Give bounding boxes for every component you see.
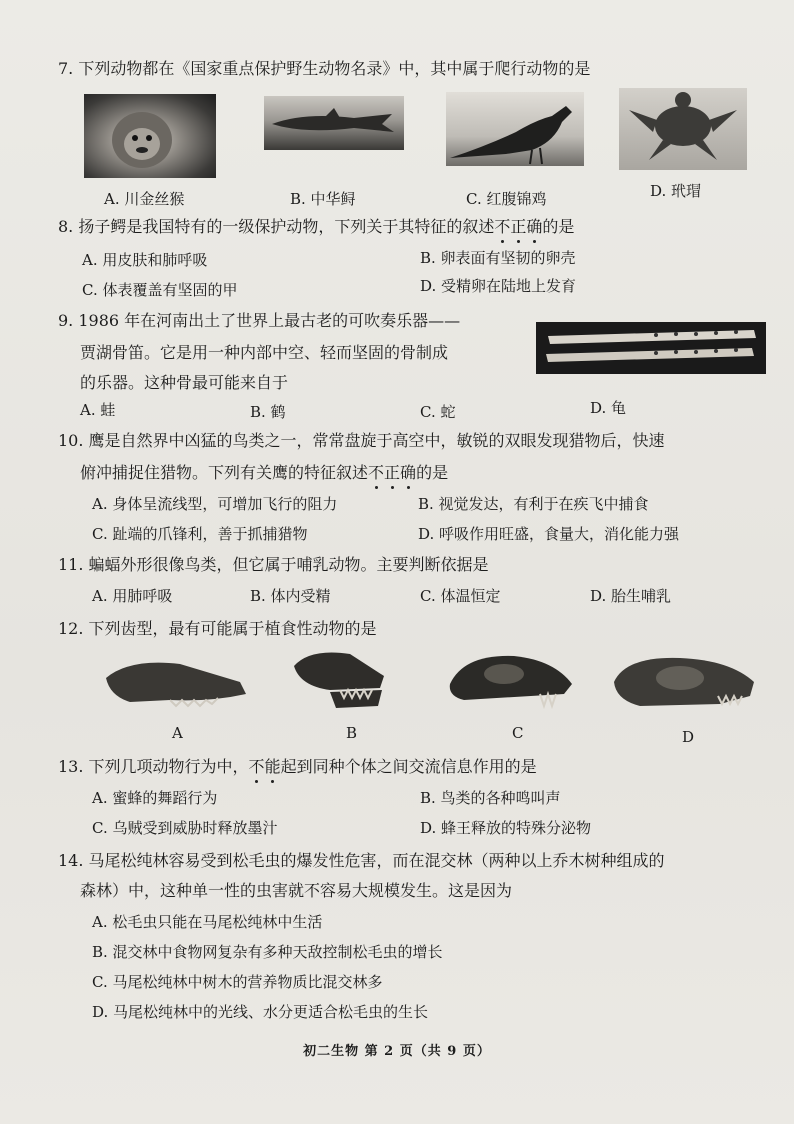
page-footer: 初二生物 第 2 页（共 9 页） (303, 1044, 491, 1059)
question-12-stem: 12. 下列齿型，最有可能属于植食性动物的是 (58, 619, 377, 638)
q10-option-a[interactable]: A. 身体呈流线型，可增加飞行的阻力 (92, 495, 338, 513)
bone-flute-photo (536, 322, 766, 374)
hawksbill-turtle-photo (619, 88, 747, 170)
q12-option-c[interactable]: C (512, 724, 524, 742)
question-9-line-1: 9. 1986 年在河南出土了世界上最古老的可吹奏乐器—— (58, 311, 461, 330)
q8-option-a[interactable]: A. 用皮肤和肺呼吸 (82, 251, 208, 269)
question-10-line-1: 10. 鹰是自然界中凶猛的鸟类之一，常常盘旋于高空中，敏锐的双眼发现猎物后，快速 (58, 431, 665, 450)
skull-c-image (444, 650, 578, 714)
q8-option-d[interactable]: D. 受精卵在陆地上发育 (420, 277, 577, 295)
q11-option-d[interactable]: D. 胎生哺乳 (590, 587, 672, 605)
chinese-sturgeon-photo (264, 96, 404, 150)
q9-option-c[interactable]: C. 蛇 (420, 403, 456, 421)
question-9-line-3: 的乐器。这种骨最可能来自于 (80, 373, 289, 392)
q8-option-c[interactable]: C. 体表覆盖有坚固的甲 (82, 281, 238, 299)
skull-b-image (290, 646, 390, 718)
q10-option-d[interactable]: D. 呼吸作用旺盛，食量大，消化能力强 (418, 525, 680, 543)
q11-option-c[interactable]: C. 体温恒定 (420, 587, 501, 605)
q13-emphasis-char: 不 (248, 757, 265, 776)
q7-option-b[interactable]: B. 中华鲟 (290, 190, 356, 208)
q13-stem-text-a: 13. 下列几项动物行为中， (58, 757, 249, 776)
q12-option-a[interactable]: A (172, 724, 183, 742)
q12-option-d[interactable]: D (682, 728, 695, 746)
q7-option-d[interactable]: D. 玳瑁 (650, 182, 702, 200)
q7-option-c[interactable]: C. 红腹锦鸡 (466, 190, 547, 208)
q8-emphasis-char: 确 (526, 217, 543, 236)
q8-stem-text-b: 的是 (542, 217, 575, 236)
q8-stem-text-a: 8. 扬子鳄是我国特有的一级保护动物，下列关于其特征的叙述 (58, 217, 495, 236)
q14-option-c[interactable]: C. 马尾松纯林中树木的营养物质比混交林多 (92, 973, 383, 991)
question-13-stem (58, 756, 537, 778)
skull-d-image (610, 652, 760, 716)
q9-option-a[interactable]: A. 蛙 (80, 401, 116, 419)
question-8-stem (58, 216, 574, 238)
q11-option-b[interactable]: B. 体内受精 (250, 587, 331, 605)
q13-option-b[interactable]: B. 鸟类的各种鸣叫声 (420, 789, 561, 807)
question-10-line-2 (80, 462, 448, 484)
skull-a-image (100, 652, 250, 712)
q13-emphasis-char: 能 (264, 757, 281, 776)
q8-emphasis-char: 正 (510, 217, 527, 236)
q8-option-b[interactable]: B. 卵表面有坚韧的卵壳 (420, 249, 576, 267)
q13-option-c[interactable]: C. 乌贼受到威胁时释放墨汁 (92, 819, 278, 837)
q10-option-b[interactable]: B. 视觉发达，有利于在疾飞中捕食 (418, 495, 649, 513)
q8-emphasis-char: 不 (494, 217, 511, 236)
q10-emphasis-char: 正 (384, 463, 401, 482)
q10-stem-text-a: 俯冲捕捉住猎物。下列有关鹰的特征叙述 (80, 463, 369, 482)
question-11-stem: 11. 蝙蝠外形很像鸟类，但它属于哺乳动物。主要判断依据是 (58, 555, 489, 574)
q13-option-a[interactable]: A. 蜜蜂的舞蹈行为 (92, 789, 218, 807)
q10-option-c[interactable]: C. 趾端的爪锋利，善于抓捕猎物 (92, 525, 308, 543)
q14-option-b[interactable]: B. 混交林中食物网复杂有多种天敌控制松毛虫的增长 (92, 943, 443, 961)
golden-pheasant-photo (446, 92, 584, 166)
q10-stem-text-b: 的是 (416, 463, 449, 482)
question-14-line-1: 14. 马尾松纯林容易受到松毛虫的爆发性危害，而在混交林（两种以上乔木树种组成的 (58, 851, 665, 870)
golden-monkey-photo (84, 94, 216, 178)
question-14-line-2: 森林）中，这种单一性的虫害就不容易大规模发生。这是因为 (80, 881, 513, 900)
q9-option-b[interactable]: B. 鹤 (250, 403, 286, 421)
q14-option-a[interactable]: A. 松毛虫只能在马尾松纯林中生活 (92, 913, 323, 931)
q11-option-a[interactable]: A. 用肺呼吸 (92, 587, 173, 605)
q13-option-d[interactable]: D. 蜂王释放的特殊分泌物 (420, 819, 592, 837)
question-7-stem: 7. 下列动物都在《国家重点保护野生动物名录》中，其中属于爬行动物的是 (58, 59, 591, 78)
q12-option-b[interactable]: B (346, 724, 358, 742)
q13-stem-text-b: 起到同种个体之间交流信息作用的是 (280, 757, 537, 776)
q10-emphasis-char: 确 (400, 463, 417, 482)
q9-option-d[interactable]: D. 龟 (590, 399, 627, 417)
q7-option-a[interactable]: A. 川金丝猴 (104, 190, 185, 208)
q10-emphasis-char: 不 (368, 463, 385, 482)
question-9-line-2: 贾湖骨笛。它是用一种内部中空、轻而坚固的骨制成 (80, 343, 449, 362)
q14-option-d[interactable]: D. 马尾松纯林中的光线、水分更适合松毛虫的生长 (92, 1003, 429, 1021)
